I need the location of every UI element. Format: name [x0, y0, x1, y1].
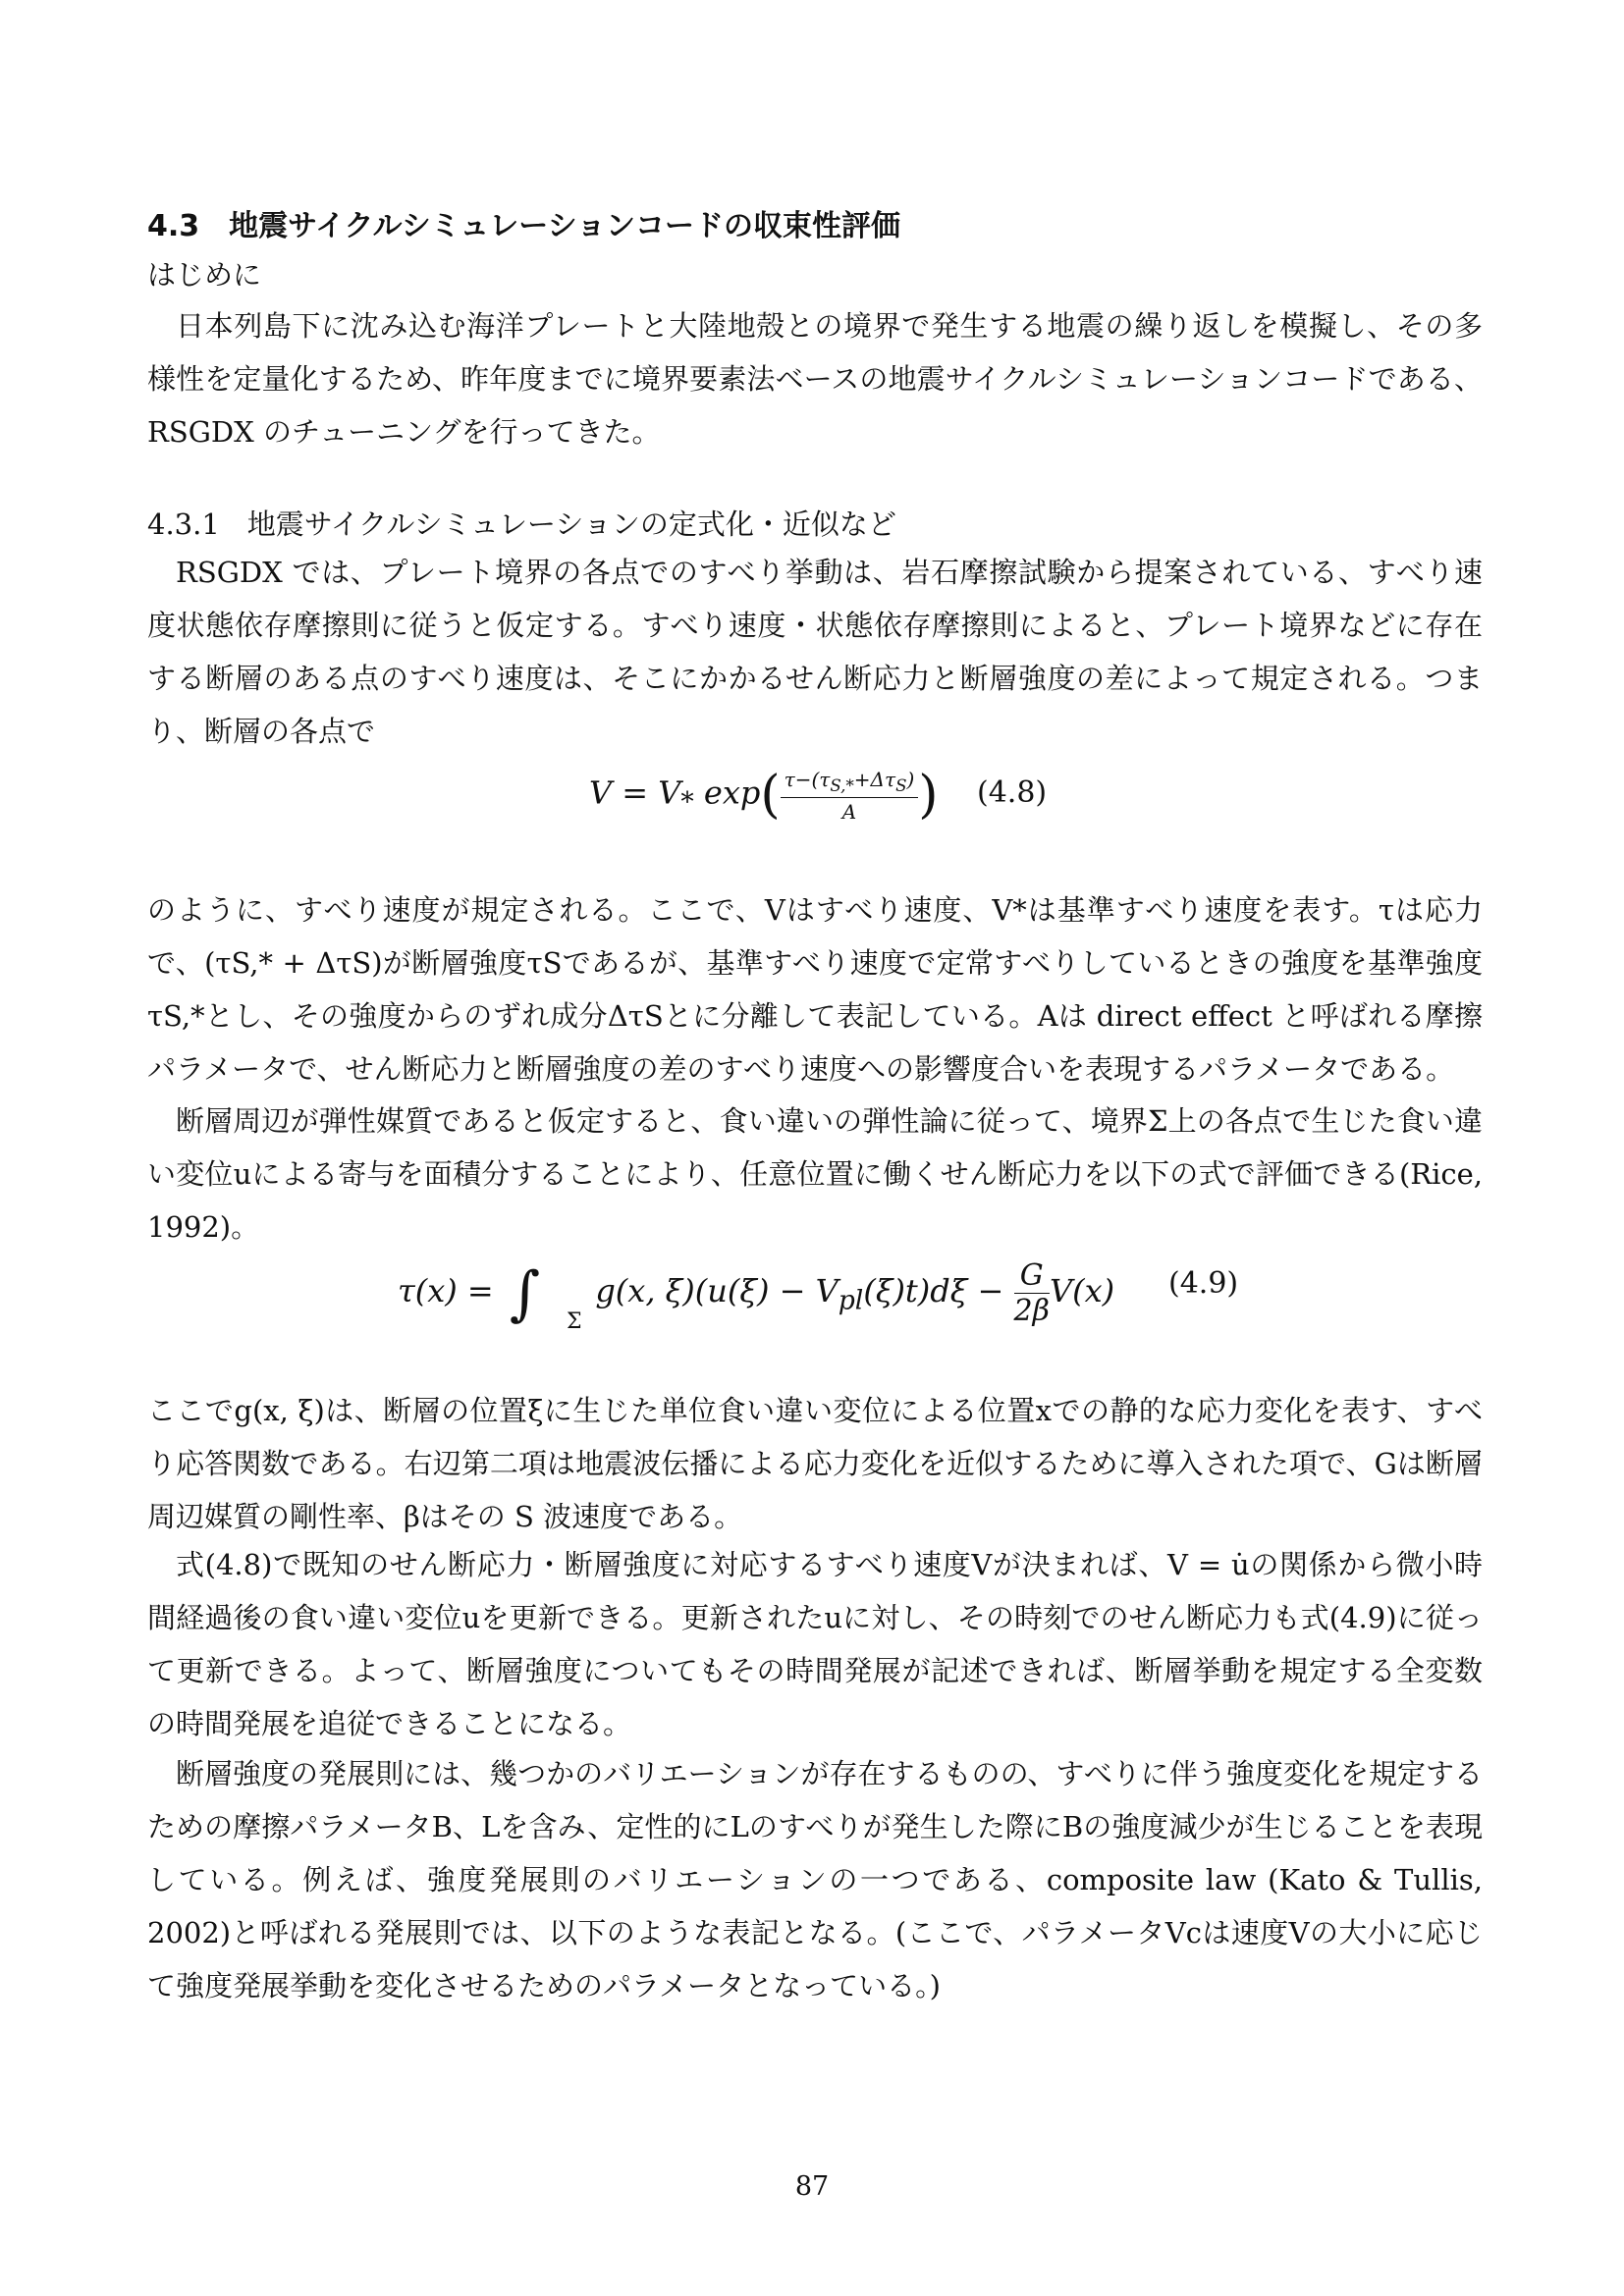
- section-heading: [147, 201, 1483, 244]
- equation-4-9: [398, 1258, 1115, 1334]
- eq1-numerator: [781, 768, 919, 798]
- subsection-title: 地震サイクルシミュレーションの定式化・近似など: [246, 507, 896, 541]
- eq1-open-paren: (: [760, 766, 781, 825]
- eq2-body: g(x, ξ)(u(ξ) − V: [595, 1272, 839, 1309]
- eq1-lhs: V = V: [589, 774, 681, 812]
- eq1-num-a: τ−(τ: [784, 767, 831, 791]
- eq2-fraction: [1014, 1258, 1050, 1328]
- integral-sign: ∫: [509, 1258, 541, 1328]
- eq1-func: exp: [703, 774, 761, 812]
- section-title: 地震サイクルシミュレーションコードの収束性評価: [229, 209, 901, 243]
- eq1-lhs-sub: *: [680, 786, 694, 818]
- eq1-num-c: ): [906, 767, 915, 791]
- paragraph-response-function: ここでg(x, ξ)は、断層の位置ξに生じた単位食い違い変位による位置xでの静的な応力変化を表す、すべり応答関数である。右辺第二項は地震波伝播による応力変化を近似するために導入された項で、Gは断層周辺媒質の剛性率、βはその S 波速度である。: [147, 1394, 1483, 1533]
- equation-4-8: [589, 766, 939, 825]
- integral-domain: Σ: [567, 1309, 582, 1334]
- eq2-lhs: τ(x) =: [398, 1272, 494, 1309]
- eq2-tail: V(x): [1049, 1272, 1115, 1309]
- subsection-number: 4.3.1: [147, 507, 220, 541]
- page-number: 87: [794, 2171, 830, 2202]
- eq1-denominator: A: [841, 799, 857, 824]
- paragraph-time-evolution: 式(4.8)で既知のせん断応力・断層強度に対応するすべり速度Vが決まれば、V = u̇の関係から微小時間経過後の食い違い変位uを更新できる。更新されたuに対し、その時刻でのせん断応力も式(4.9)に従って更新できる。よって、断層強度についてもその時間発展が記述できれば、断層挙動を規定する全変数の時間発展を追従できることになる。: [147, 1548, 1483, 1740]
- paragraph-rsgdx: RSGDX では、プレート境界の各点でのすべり挙動は、岩石摩擦試験から提案されている、すべり速度状態依存摩擦則に従うと仮定する。すべり速度・状態依存摩擦則によると、プレート境界などに存在する断層のある点のすべり速度は、そこにかかるせん断応力と断層強度の差によって規定される。つまり、断層の各点で: [147, 556, 1483, 748]
- equation-number-4-8: (4.8): [977, 775, 1048, 810]
- eq2-frac-den: 2β: [1013, 1294, 1050, 1328]
- paragraph-variables: のように、すべり速度が規定される。ここで、Vはすべり速度、V*は基準すべり速度を表す。τは応力で、(τS,* + ΔτS)が断層強度τSであるが、基準すべり速度で定常すべりしているときの強度を基準強度τS,*とし、その強度からのずれ成分ΔτSとに分離して表記している。Aは direct effect と呼ばれる摩擦パラメータで、せん断応力と断層強度の差のすべり速度への影響度合いを表現するパラメータである。: [147, 893, 1483, 1086]
- paragraph-elastic: 断層周辺が弾性媒質であると仮定すると、食い違いの弾性論に従って、境界Σ上の各点で生じた食い違い変位uによる寄与を面積分することにより、任意位置に働くせん断応力を以下の式で評価できる(Rice, 1992)。: [147, 1104, 1483, 1244]
- intro-label: はじめに: [147, 258, 262, 292]
- eq2-sub: pl: [838, 1285, 864, 1316]
- section-number: 4.3: [147, 209, 200, 243]
- equation-number-4-9: (4.9): [1168, 1266, 1239, 1301]
- eq1-num-b: +Δτ: [853, 767, 896, 791]
- paragraph-evolution-law: 断層強度の発展則には、幾つかのバリエーションが存在するものの、すべりに伴う強度変化を規定するための摩擦パラメータB、Lを含み、定性的にLのすべりが発生した際にBの強度減少が生じることを表現している。例えば、強度発展則のバリエーションの一つである、composite law (Kato & Tullis, 2002)と呼ばれる発展則では、以下のような表記となる。(ここで、パラメータVcは速度Vの大小に応じて強度発展挙動を変化させるためのパラメータとなっている。): [147, 1757, 1483, 2002]
- eq2-frac-num: G: [1014, 1258, 1050, 1294]
- subsection-heading: [147, 503, 1483, 543]
- paragraph-intro: 日本列島下に沈み込む海洋プレートと大陸地殻との境界で発生する地震の繰り返しを模擬し、その多様性を定量化するため、昨年度までに境界要素法ベースの地震サイクルシミュレーションコードである、RSGDX のチューニングを行ってきた。: [147, 309, 1483, 449]
- eq1-num-sub2: S: [895, 775, 907, 795]
- eq1-num-sub: S,*: [830, 775, 854, 795]
- eq1-close-paren: ): [918, 766, 939, 825]
- eq1-fraction: [781, 768, 919, 824]
- eq2-body2: (ξ)t)dξ −: [863, 1272, 1004, 1309]
